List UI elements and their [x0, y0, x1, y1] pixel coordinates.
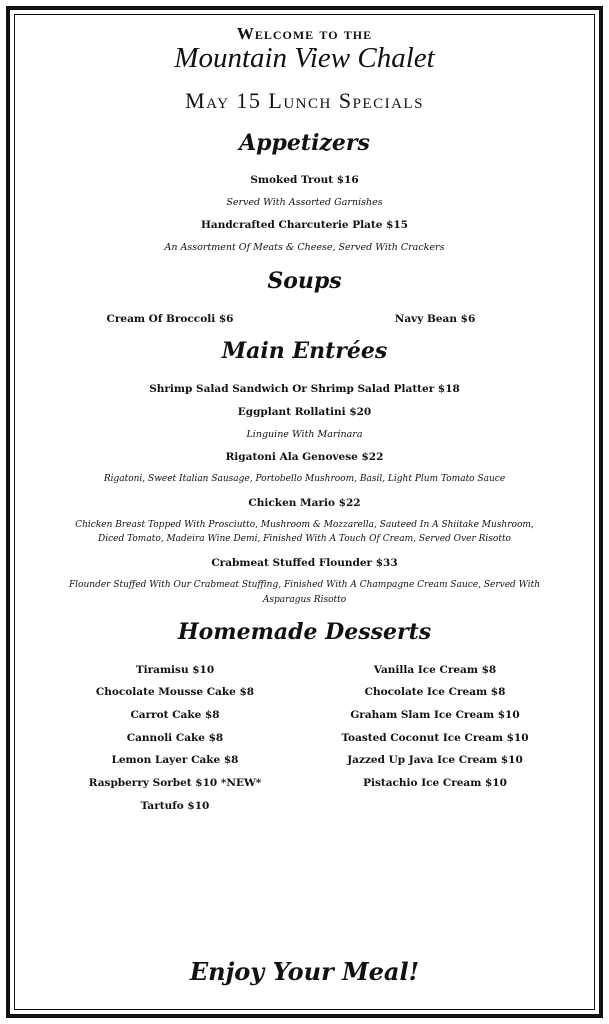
menu-border-inner	[14, 14, 595, 1010]
soup-item-left: Cream Of Broccoli $6	[106, 313, 234, 325]
desserts-heading: Homemade Desserts	[177, 619, 432, 645]
menu-item-name: Eggplant Rollatini $20	[237, 406, 372, 418]
menu-item-name: Shrimp Salad Sandwich Or Shrimp Salad Platter $18	[149, 383, 460, 395]
dessert-item: Jazzed Up Java Ice Cream $10	[347, 754, 523, 766]
menu-item-description: Rigatoni, Sweet Italian Sausage, Portobello Mushroom, Basil, Light Plum Tomato Sauce	[103, 474, 506, 484]
restaurant-name: Mountain View Chalet	[174, 42, 435, 74]
dessert-item: Raspberry Sorbet $10 *NEW*	[88, 777, 262, 789]
menu-item-description: Asparagus Risotto	[262, 595, 347, 605]
menu-item-name: Smoked Trout $16	[250, 174, 359, 186]
menu-item-description: Served With Assorted Garnishes	[226, 197, 383, 208]
closing-message: Enjoy Your Meal!	[189, 957, 420, 986]
menu-item-description: An Assortment Of Meats & Cheese, Served With Crackers	[164, 242, 445, 253]
dessert-item: Toasted Coconut Ice Cream $10	[341, 732, 529, 744]
specials-heading: May 15 Lunch Specials	[185, 88, 424, 113]
appetizers-heading: Appetizers	[239, 130, 370, 156]
dessert-item: Lemon Layer Cake $8	[111, 754, 239, 766]
welcome-heading: Welcome to the	[236, 24, 373, 43]
soups-heading: Soups	[267, 268, 342, 294]
dessert-item: Carrot Cake $8	[130, 709, 220, 721]
menu-item-description: Flounder Stuffed With Our Crabmeat Stuffing, Finished With A Champagne Cream Sauce, Served With	[68, 580, 541, 590]
dessert-item: Vanilla Ice Cream $8	[373, 664, 497, 676]
dessert-item: Tartufo $10	[140, 800, 210, 812]
menu-item-description: Linguine With Marinara	[246, 429, 363, 440]
main-entrees-heading: Main Entrées	[221, 338, 388, 364]
soup-item-right: Navy Bean $6	[394, 313, 476, 325]
dessert-item: Chocolate Ice Cream $8	[364, 686, 506, 698]
dessert-item: Tiramisu $10	[135, 664, 215, 676]
menu-item-name: Crabmeat Stuffed Flounder $33	[211, 557, 398, 569]
menu-item-name: Handcrafted Charcuterie Plate $15	[200, 219, 408, 231]
dessert-item: Pistachio Ice Cream $10	[363, 777, 507, 789]
dessert-item: Cannoli Cake $8	[126, 732, 224, 744]
menu-item-name: Chicken Mario $22	[248, 497, 361, 509]
menu-item-name: Rigatoni Ala Genovese $22	[225, 451, 384, 463]
dessert-item: Graham Slam Ice Cream $10	[350, 709, 520, 721]
menu-item-description: Chicken Breast Topped With Prosciutto, Mushroom & Mozzarella, Sauteed In A Shiitake Mushroom,	[75, 520, 534, 530]
dessert-item: Chocolate Mousse Cake $8	[95, 686, 255, 698]
menu-item-description: Diced Tomato, Madeira Wine Demi, Finished With A Touch Of Cream, Served Over Risotto	[98, 534, 511, 544]
